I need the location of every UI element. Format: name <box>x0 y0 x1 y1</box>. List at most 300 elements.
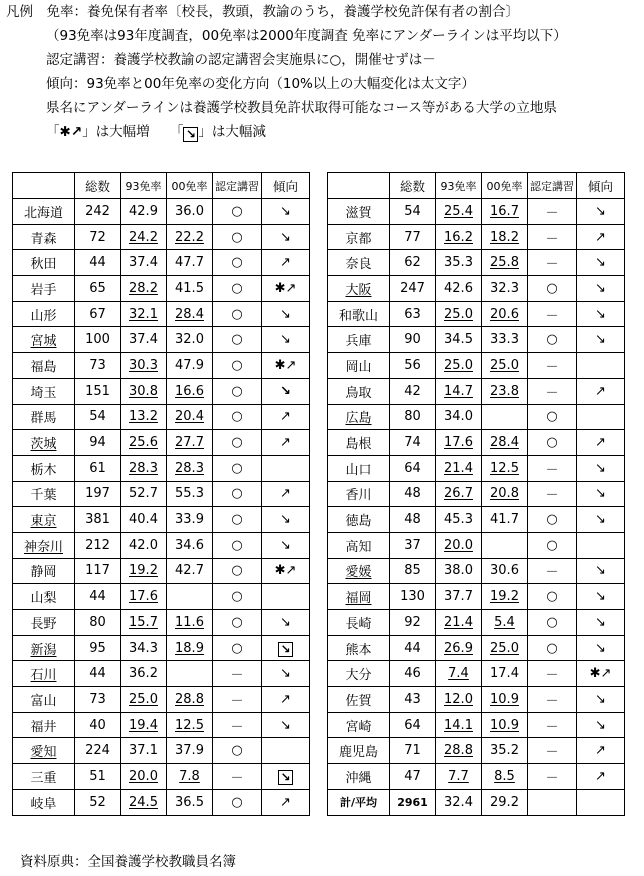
table-row <box>328 687 625 713</box>
cert-cell-text: ○ <box>546 409 558 425</box>
trend-cell-text: ↘ <box>278 770 293 785</box>
pref-cell <box>13 301 75 327</box>
total-cell-text: 73 <box>89 357 106 373</box>
pref-cell-text: 茨城 <box>30 437 57 453</box>
cert-cell-text: ○ <box>231 409 243 425</box>
total-cell-text: 47 <box>404 768 421 784</box>
trend-cell <box>262 276 310 302</box>
rate93-cell <box>121 481 167 507</box>
total-cell-text: 64 <box>404 717 421 733</box>
rate93-cell-text: 25.6 <box>129 435 158 451</box>
pref-cell <box>328 661 390 687</box>
rate00-cell <box>482 455 528 481</box>
cert-cell <box>528 712 577 738</box>
cert-cell <box>528 687 577 713</box>
rate93-cell <box>436 764 482 790</box>
total-cell-text: 247 <box>400 280 425 296</box>
pref-cell <box>13 404 75 430</box>
cert-cell <box>528 481 577 507</box>
header-r00: 00免率 <box>482 173 528 199</box>
total-cell-text: 56 <box>404 357 421 373</box>
trend-cell-text: ↘ <box>595 203 606 219</box>
rate00-cell <box>167 327 213 353</box>
total-cell <box>390 481 436 507</box>
pref-cell <box>328 250 390 276</box>
rate00-cell-text: 23.8 <box>490 383 519 399</box>
rate93-cell <box>121 558 167 584</box>
table-row <box>328 404 625 430</box>
rate00-cell <box>482 353 528 379</box>
rate93-cell <box>121 738 167 764</box>
legend-line-6 <box>46 122 266 142</box>
rate93-cell-text: 25.0 <box>444 306 473 322</box>
pref-cell <box>13 481 75 507</box>
rate93-cell <box>436 378 482 404</box>
pref-cell-text: 栃木 <box>30 462 57 478</box>
total-cell-text: 67 <box>89 306 106 322</box>
table-row <box>13 584 310 610</box>
trend-cell <box>262 507 310 533</box>
rate00-cell <box>167 789 213 815</box>
trend-cell <box>577 764 625 790</box>
trend-cell <box>577 199 625 225</box>
pref-cell-text: 富山 <box>30 693 57 709</box>
rate00-cell <box>482 404 528 430</box>
rate93-cell-text: 45.3 <box>444 512 473 528</box>
trend-cell <box>577 404 625 430</box>
rate93-cell-text: 30.3 <box>129 357 158 373</box>
pref-cell-text: 沖縄 <box>345 770 372 786</box>
total-cell-text: 77 <box>404 229 421 245</box>
rate00-cell <box>167 481 213 507</box>
cert-cell <box>213 481 262 507</box>
pref-cell-text: 奈良 <box>345 257 372 273</box>
pref-cell-text: 大阪 <box>345 282 372 298</box>
trend-cell-text: ✱↗ <box>274 357 297 373</box>
total-cell-text: 61 <box>89 460 106 476</box>
cert-cell-text: － <box>545 488 559 504</box>
cert-cell-text: ○ <box>546 640 558 656</box>
cert-cell-text: － <box>545 359 559 375</box>
cert-cell-text: ○ <box>231 203 243 219</box>
cert-cell-text: ○ <box>546 435 558 451</box>
rate00-cell-text: 18.9 <box>175 640 204 656</box>
total-cell <box>75 224 121 250</box>
trend-cell <box>577 532 625 558</box>
table-row <box>328 507 625 533</box>
rate00-cell <box>167 635 213 661</box>
pref-cell <box>328 687 390 713</box>
rate00-cell <box>482 199 528 225</box>
trend-cell-text: ↗ <box>595 383 606 399</box>
rate00-cell <box>482 532 528 558</box>
total-cell <box>75 712 121 738</box>
rate93-cell-text: 30.8 <box>129 383 158 399</box>
sharp-decrease-icon: ↘ <box>183 127 198 142</box>
cert-cell <box>528 404 577 430</box>
pref-cell-text: 広島 <box>345 411 372 427</box>
rate93-cell-text: 19.2 <box>129 563 158 579</box>
sharp-increase-icon: ✱↗ <box>59 124 83 140</box>
trend-cell-text: ↘ <box>280 537 291 553</box>
cert-cell <box>213 430 262 456</box>
pref-cell <box>13 764 75 790</box>
total-cell <box>75 276 121 302</box>
pref-cell-text: 秋田 <box>30 257 57 273</box>
pref-cell <box>13 455 75 481</box>
legend-bracket-open-2: 「 <box>176 124 184 140</box>
total-cell-text: 44 <box>89 666 106 682</box>
trend-cell-text: ↘ <box>595 512 606 528</box>
pref-cell-text: 東京 <box>30 514 57 530</box>
trend-cell <box>262 378 310 404</box>
pref-cell-text: 大分 <box>345 668 372 684</box>
pref-cell <box>328 455 390 481</box>
trend-cell <box>262 224 310 250</box>
rate93-cell-text: 28.3 <box>129 460 158 476</box>
pref-cell <box>328 738 390 764</box>
pref-cell-text: 徳島 <box>345 514 372 530</box>
rate00-cell-text: 25.8 <box>490 255 519 271</box>
total-cell <box>75 764 121 790</box>
total-cell <box>390 712 436 738</box>
rate00-cell <box>167 584 213 610</box>
trend-cell-text: ↗ <box>595 768 606 784</box>
pref-cell-text: 福井 <box>30 719 57 735</box>
table-row <box>328 224 625 250</box>
trend-cell-text: ↘ <box>280 614 291 630</box>
total-cell <box>390 353 436 379</box>
rate00-cell <box>482 224 528 250</box>
rate93-cell <box>121 430 167 456</box>
trend-cell <box>262 404 310 430</box>
header-cert: 認定講習 <box>528 173 577 199</box>
table-header-row <box>328 173 625 199</box>
rate00-cell <box>167 661 213 687</box>
pref-cell-text: 埼玉 <box>30 385 57 401</box>
rate00-cell-text: 19.2 <box>490 589 519 605</box>
trend-cell <box>577 327 625 353</box>
pref-cell-text: 岩手 <box>30 282 57 298</box>
rate00-cell-text: 28.4 <box>490 435 519 451</box>
trend-cell-text: ↘ <box>280 666 291 682</box>
table-row <box>328 378 625 404</box>
total-cell-text: 95 <box>89 640 106 656</box>
trend-cell <box>262 661 310 687</box>
trend-cell-text: ↘ <box>280 229 291 245</box>
rate00-cell <box>167 224 213 250</box>
pref-cell <box>13 224 75 250</box>
total-cell <box>390 738 436 764</box>
trend-cell <box>577 250 625 276</box>
cert-cell-text: － <box>545 693 559 709</box>
rate00-cell-text: 8.5 <box>494 768 515 784</box>
total-cell-text: 62 <box>404 255 421 271</box>
rate00-cell-text: 36.5 <box>175 794 204 810</box>
total-cell-text: 43 <box>404 691 421 707</box>
rate00-cell-text: 10.9 <box>490 691 519 707</box>
total-cell <box>75 404 121 430</box>
header-r00: 00免率 <box>167 173 213 199</box>
rate93-cell <box>121 250 167 276</box>
rate00-cell-text: 18.2 <box>490 229 519 245</box>
table-row <box>328 301 625 327</box>
table-row <box>13 430 310 456</box>
cert-cell <box>528 353 577 379</box>
rate00-cell <box>167 199 213 225</box>
trend-cell-text: ↗ <box>280 255 291 271</box>
pref-cell <box>328 327 390 353</box>
pref-cell-text: 長崎 <box>345 616 372 632</box>
rate00-cell-text: 27.7 <box>175 435 204 451</box>
rate00-cell-text: 55.3 <box>175 486 204 502</box>
pref-cell <box>13 507 75 533</box>
pref-cell <box>328 353 390 379</box>
pref-cell <box>328 532 390 558</box>
rate93-cell-text: 26.7 <box>444 486 473 502</box>
trend-cell <box>577 301 625 327</box>
table-row <box>328 661 625 687</box>
trend-cell-text: ↗ <box>595 229 606 245</box>
cert-cell-text: ○ <box>231 357 243 373</box>
total-cell <box>75 738 121 764</box>
rate00-cell-text: 36.0 <box>175 203 204 219</box>
cert-cell <box>213 558 262 584</box>
cert-cell <box>528 430 577 456</box>
cert-cell-text: ○ <box>546 512 558 528</box>
total-cell-text: 242 <box>85 203 110 219</box>
total-cell <box>390 404 436 430</box>
table-row <box>328 455 625 481</box>
rate00-cell-text: 37.9 <box>175 743 204 759</box>
rate00-cell <box>482 250 528 276</box>
cert-cell <box>213 712 262 738</box>
cert-cell <box>528 738 577 764</box>
pref-cell-text: 神奈川 <box>23 539 63 555</box>
total-cell-text: 85 <box>404 563 421 579</box>
rate93-cell-text: 17.6 <box>129 589 158 605</box>
cert-cell <box>528 507 577 533</box>
trend-cell <box>577 584 625 610</box>
pref-cell <box>328 584 390 610</box>
table-row <box>13 455 310 481</box>
rate93-cell-text: 34.3 <box>129 640 158 656</box>
rate00-cell <box>482 661 528 687</box>
summary-pref-cell: 計/平均 <box>328 789 390 815</box>
trend-cell <box>577 276 625 302</box>
rate00-cell-text: 12.5 <box>490 460 519 476</box>
rate00-cell-text: 25.0 <box>490 640 519 656</box>
cert-cell <box>528 199 577 225</box>
cert-cell-text: － <box>230 693 244 709</box>
summary-r93-cell: 32.4 <box>436 789 482 815</box>
rate93-cell <box>121 532 167 558</box>
total-cell <box>75 301 121 327</box>
table-row <box>13 327 310 353</box>
trend-cell <box>577 661 625 687</box>
legend-line-1: 凡例 免率：養免保有者率〔校長，教頭，教諭のうち，養護学校免許保有者の割合〕 <box>6 4 519 20</box>
legend-sharp-decrease-label: 」は大幅減 <box>198 124 266 140</box>
cert-cell-text: － <box>545 385 559 401</box>
total-cell <box>75 687 121 713</box>
total-cell <box>390 584 436 610</box>
rate93-cell <box>121 584 167 610</box>
pref-cell <box>13 250 75 276</box>
pref-cell-text: 北海道 <box>23 205 63 221</box>
pref-cell-text: 愛知 <box>30 745 57 761</box>
pref-cell-text: 和歌山 <box>338 308 378 324</box>
pref-cell-text: 鹿児島 <box>338 745 378 761</box>
cert-cell <box>213 224 262 250</box>
rate93-cell-text: 37.7 <box>444 589 473 605</box>
total-cell <box>75 661 121 687</box>
trend-cell <box>577 558 625 584</box>
pref-cell-text: 三重 <box>30 770 57 786</box>
cert-cell <box>528 558 577 584</box>
rate00-cell <box>482 378 528 404</box>
total-cell <box>390 610 436 636</box>
rate00-cell <box>482 276 528 302</box>
total-cell-text: 73 <box>89 691 106 707</box>
rate00-cell <box>482 301 528 327</box>
table-row <box>328 532 625 558</box>
rate00-cell-text: 11.6 <box>175 614 204 630</box>
rate00-cell-text: 28.3 <box>175 460 204 476</box>
pref-cell <box>13 353 75 379</box>
total-cell-text: 130 <box>400 589 425 605</box>
rate00-cell-text: 10.9 <box>490 717 519 733</box>
table-row <box>13 507 310 533</box>
summary-row <box>328 789 625 815</box>
table-row <box>13 276 310 302</box>
header-r93: 93免率 <box>436 173 482 199</box>
cert-cell-text: ○ <box>231 460 243 476</box>
trend-cell-text: ↘ <box>280 306 291 322</box>
total-cell <box>390 301 436 327</box>
pref-cell <box>328 558 390 584</box>
cert-cell <box>213 301 262 327</box>
cert-cell-text: ○ <box>231 435 243 451</box>
cert-cell <box>213 610 262 636</box>
rate00-cell <box>167 610 213 636</box>
rate93-cell <box>121 764 167 790</box>
rate00-cell <box>167 532 213 558</box>
table-row <box>328 327 625 353</box>
trend-cell <box>262 610 310 636</box>
legend-line-2: （93免率は93年度調査，00免率は2000年度調査 免率にアンダーラインは平均以下） <box>46 28 567 44</box>
rate93-cell-text: 34.5 <box>444 332 473 348</box>
trend-cell <box>577 610 625 636</box>
cert-cell <box>213 276 262 302</box>
trend-cell-text: ↘ <box>595 255 606 271</box>
pref-cell-text: 長野 <box>30 616 57 632</box>
rate93-cell <box>436 584 482 610</box>
table-row <box>13 712 310 738</box>
rate00-cell-text: 32.3 <box>490 280 519 296</box>
cert-cell <box>528 584 577 610</box>
rate93-cell <box>121 327 167 353</box>
rate93-cell-text: 21.4 <box>444 460 473 476</box>
total-cell-text: 197 <box>85 486 110 502</box>
pref-cell-text: 福島 <box>30 359 57 375</box>
trend-cell-text: ↘ <box>595 486 606 502</box>
rate00-cell-text: 33.3 <box>490 332 519 348</box>
rate93-cell <box>436 738 482 764</box>
cert-cell <box>213 353 262 379</box>
total-cell-text: 40 <box>89 717 106 733</box>
cert-cell <box>528 661 577 687</box>
rate00-cell <box>482 764 528 790</box>
trend-cell-text: ↘ <box>595 332 606 348</box>
rate93-cell-text: 12.0 <box>444 691 473 707</box>
table-row <box>13 224 310 250</box>
rate00-cell <box>167 301 213 327</box>
pref-cell <box>13 558 75 584</box>
pref-cell-text: 静岡 <box>30 565 57 581</box>
trend-cell-text: ✱↗ <box>274 280 297 296</box>
total-cell-text: 48 <box>404 486 421 502</box>
pref-cell <box>13 532 75 558</box>
legend-line-4: 傾向：93免率と00年免率の変化方向（10%以上の大幅変化は太文字） <box>46 76 475 92</box>
total-cell-text: 48 <box>404 512 421 528</box>
rate93-cell <box>436 661 482 687</box>
table-row <box>328 584 625 610</box>
trend-cell <box>262 455 310 481</box>
rate00-cell <box>167 507 213 533</box>
trend-cell-text: ↘ <box>595 563 606 579</box>
rate93-cell-text: 38.0 <box>444 563 473 579</box>
rate93-cell-text: 37.4 <box>129 255 158 271</box>
rate93-cell-text: 42.6 <box>444 280 473 296</box>
summary-r00-cell: 29.2 <box>482 789 528 815</box>
total-cell <box>75 635 121 661</box>
cert-cell-text: ○ <box>231 614 243 630</box>
rate00-cell-text: 7.8 <box>179 768 200 784</box>
pref-cell <box>328 610 390 636</box>
cert-cell-text: － <box>545 745 559 761</box>
rate93-cell-text: 16.2 <box>444 229 473 245</box>
trend-cell <box>577 353 625 379</box>
trend-cell-text: ✱↗ <box>589 666 612 682</box>
rate93-cell <box>121 276 167 302</box>
rate00-cell <box>167 378 213 404</box>
cert-cell-text: － <box>545 257 559 273</box>
rate00-cell-text: 42.7 <box>175 563 204 579</box>
table-row <box>328 558 625 584</box>
table-row <box>328 764 625 790</box>
trend-cell-text: ↘ <box>595 589 606 605</box>
trend-cell-text: ↘ <box>595 614 606 630</box>
source-note: 資料原典：全国養護学校教職員名簿 <box>20 854 236 870</box>
summary-total-cell: 2961 <box>390 789 436 815</box>
rate93-cell-text: 26.9 <box>444 640 473 656</box>
trend-cell <box>262 430 310 456</box>
rate93-cell-text: 34.0 <box>444 409 473 425</box>
table-row <box>13 764 310 790</box>
rate93-cell-text: 37.1 <box>129 743 158 759</box>
pref-cell-text: 宮崎 <box>345 719 372 735</box>
rate00-cell-text: 47.7 <box>175 255 204 271</box>
cert-cell <box>213 507 262 533</box>
rate00-cell-text: 28.4 <box>175 306 204 322</box>
rate00-cell-text: 33.9 <box>175 512 204 528</box>
table-row <box>13 635 310 661</box>
pref-cell-text: 佐賀 <box>345 693 372 709</box>
total-cell-text: 92 <box>404 614 421 630</box>
trend-cell <box>262 584 310 610</box>
trend-cell <box>262 353 310 379</box>
rate00-cell-text: 16.6 <box>175 383 204 399</box>
